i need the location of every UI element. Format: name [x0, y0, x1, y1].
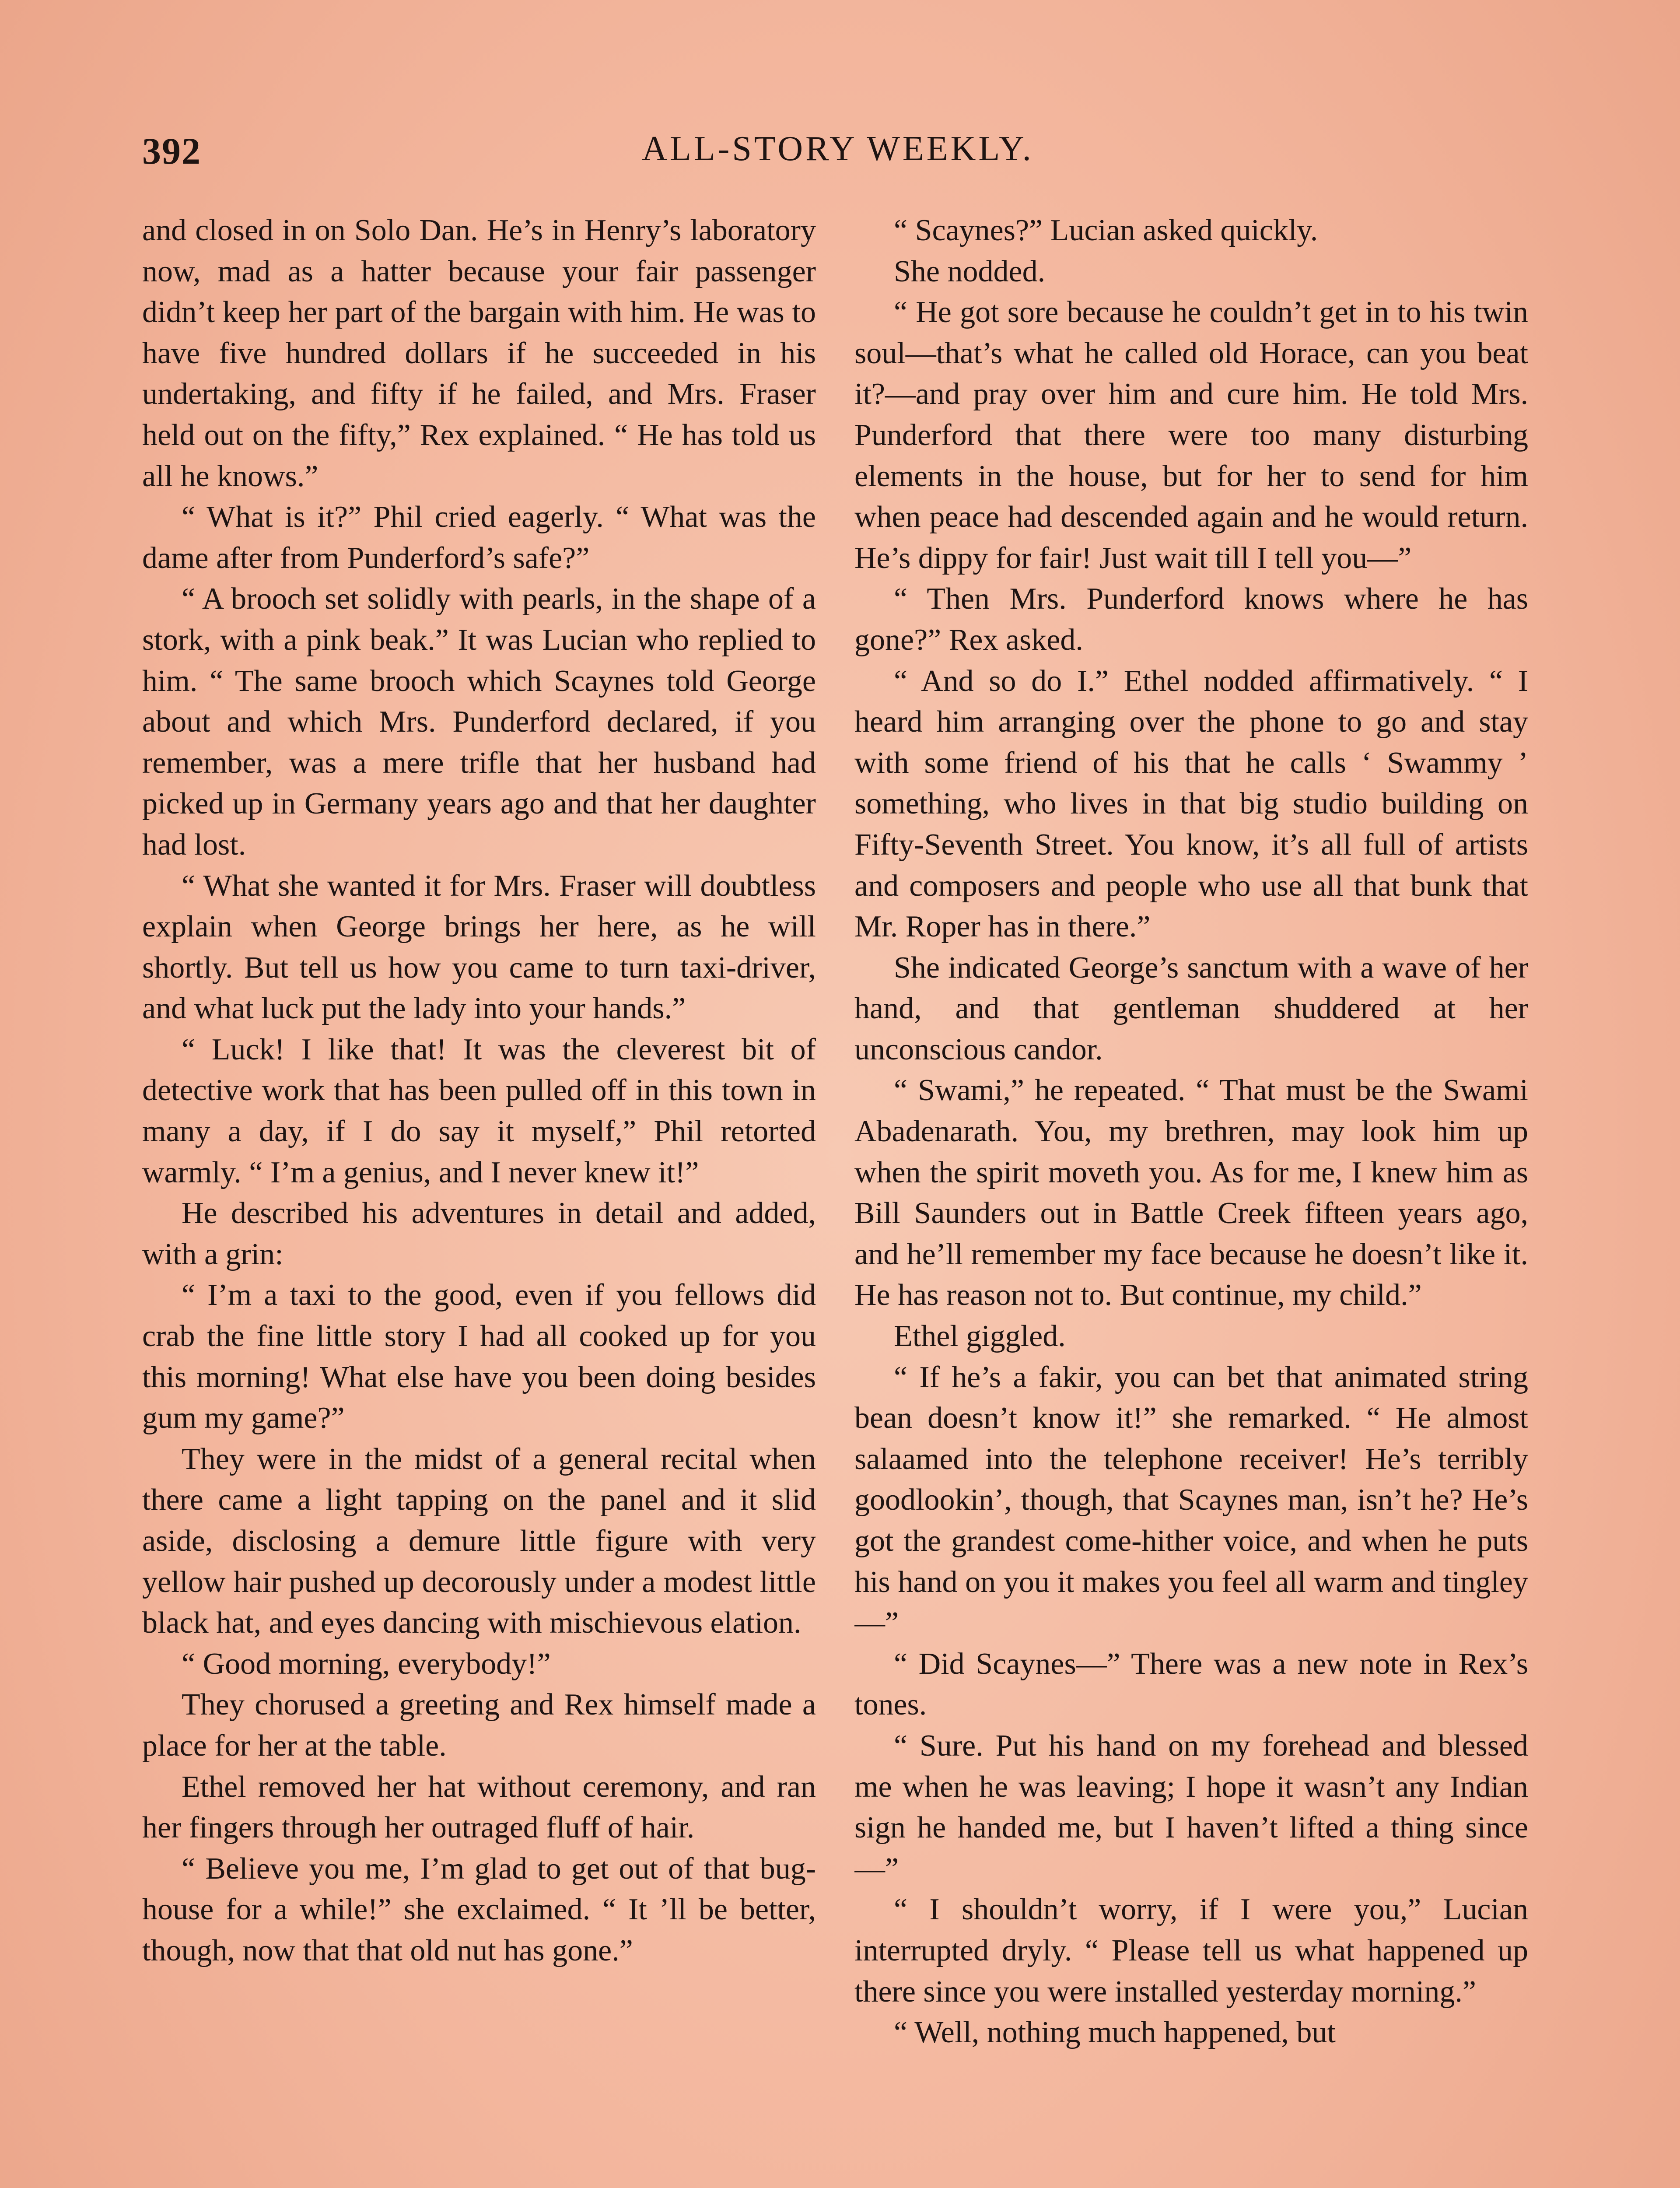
paragraph: “ Believe you me, I’m glad to get out of that bug-house for a while!” she exclaimed. “ It ’ll be better, though, now that that old nut has gone.” [142, 1851, 816, 1967]
paragraph: Ethel giggled. [894, 1319, 1066, 1353]
paragraph: “ What she wanted it for Mrs. Fraser will doubtless explain when George brings her here, as he will shortly. But tell us how you came to turn taxi-driver, and what luck put the lady into your hands.” [142, 869, 816, 1026]
right-column [854, 210, 1528, 2188]
paragraph: “ And so do I.” Ethel nodded affirmatively. “ I heard him arranging over the phone to go and stay with some friend of his that he calls ‘ Swammy ’ something, who lives in that big studio building on Fifty-Seventh Street. You know, it’s all full of artists and composers and people who use all that bunk that Mr. Roper has in there.” [854, 664, 1528, 944]
paragraph: She indicated George’s sanctum with a wave of her hand, and that gentleman shuddered at her unconscious candor. [854, 950, 1528, 1066]
paragraph: “ He got sore because he couldn’t get in to his twin soul—that’s what he called old Horace, can you beat it?—and pray over him and cure him. He told Mrs. Punderford that there were too many disturbing elements in the house, but for her to send for him when peace had descended again and he would return. He’s dippy for fair! Just wait till I tell you—” [854, 295, 1528, 575]
paragraph: “ Sure. Put his hand on my forehead and blessed me when he was leaving; I hope it wasn’t any Indian sign he handed me, but I haven’t lifted a thing since—” [854, 1729, 1528, 1886]
paragraph: “ Good morning, everybody!” [182, 1647, 551, 1681]
paragraph: “ Luck! I like that! It was the cleverest bit of detective work that has been pulled off in this town in many a day, if I do say it myself,” Phil retorted warmly. “ I’m a genius, and I never knew it!” [142, 1032, 816, 1189]
paragraph: “ Swami,” he repeated. “ That must be the Swami Abadenarath. You, my brethren, may look him up when the spirit moveth you. As for me, I knew him as Bill Saunders out in Battle Creek fifteen years ago, and he’ll remember my face because he doesn’t like it. He has reason not to. But continue, my child.” [854, 1073, 1528, 1312]
paragraph: and closed in on Solo Dan. He’s in Henry’s laboratory now, mad as a hatter because your fair passenger didn’t keep her part of the bargain with him. He was to have five hundred dollars if he succeeded in his undertaking, and fifty if he failed, and Mrs. Fraser held out on the fifty,” Rex explained. “ He has told us all he knows.” [142, 214, 816, 493]
paragraph: “ Well, nothing much happened, but [894, 2016, 1336, 2050]
page-number: 392 [142, 130, 201, 172]
paragraph: “ Then Mrs. Punderford knows where he has gone?” Rex asked. [854, 582, 1528, 657]
paragraph: “ What is it?” Phil cried eagerly. “ What was the dame after from Punderford’s safe?” [142, 500, 816, 575]
paragraph: “ I’m a taxi to the good, even if you fellows did crab the fine little story I had all cooked up for you this morning! What else have you been doing besides gum my game?” [142, 1278, 816, 1435]
paragraph: He described his adventures in detail and added, with a grin: [142, 1196, 816, 1271]
paragraph: “ I shouldn’t worry, if I were you,” Lucian interrupted dryly. “ Please tell us what happened up there since you were installed yesterday morning.” [854, 1893, 1528, 2009]
paragraph: “ Scaynes?” Lucian asked quickly. [894, 214, 1318, 247]
paragraph: “ A brooch set solidly with pearls, in the shape of a stork, with a pink beak.” It was Lucian who replied to him. “ The same brooch which Scaynes told George about and which Mrs. Punderford declared, if you remember, was a mere trifle that her husband had picked up in Germany years ago and that her daughter had lost. [142, 582, 816, 862]
paragraph: She nodded. [894, 254, 1046, 288]
page-header [142, 129, 1533, 186]
running-head: ALL-STORY WEEKLY. [642, 130, 1034, 168]
paragraph: “ If he’s a fakir, you can bet that animated string bean doesn’t know it!” she remarked. “ He almost salaamed into the telephone receiver! He’s terribly goodlookin’, though, that Scaynes man, isn’t he? He’s got the grandest come-hither voice, and when he puts his hand on you it makes you feel all warm and tingley—” [854, 1360, 1528, 1640]
paragraph: Ethel removed her hat without ceremony, and ran her fingers through her outraged fluff of hair. [142, 1770, 816, 1845]
paragraph: They were in the midst of a general recital when there came a light tapping on the panel and it slid aside, disclosing a demure little figure with very yellow hair pushed up decorously under a modest little black hat, and eyes dancing with mischievous elation. [142, 1442, 816, 1640]
left-column [142, 210, 816, 2188]
paragraph: “ Did Scaynes—” There was a new note in Rex’s tones. [854, 1647, 1528, 1722]
paragraph: They chorused a greeting and Rex himself made a place for her at the table. [142, 1688, 816, 1763]
